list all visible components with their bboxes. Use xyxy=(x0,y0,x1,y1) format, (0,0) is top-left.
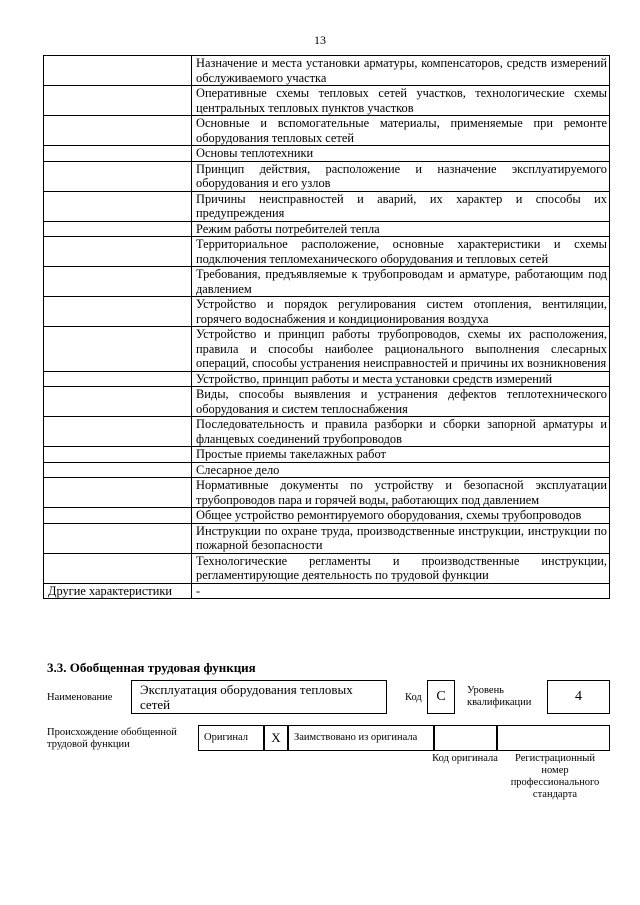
knowledge-item-cell: Слесарное дело xyxy=(192,462,610,478)
knowledge-item-cell: Требования, предъявляемые к трубопроводам и арматуре, работающим под давлением xyxy=(192,267,610,297)
row-heading-cell xyxy=(44,508,192,524)
knowledge-item-cell: Назначение и места установки арматуры, компенсаторов, средств измерений обслуживаемого участка xyxy=(192,56,610,86)
table-row xyxy=(44,447,610,463)
knowledge-item-cell: Простые приемы такелажных работ xyxy=(192,447,610,463)
table-row xyxy=(44,116,610,146)
table-row xyxy=(44,327,610,372)
knowledge-item-cell: Принцип действия, расположение и назначение эксплуатируемого оборудования и его узлов xyxy=(192,161,610,191)
knowledge-item-cell: Устройство и принцип работы трубопроводов, схемы их расположения, правила и способы наиболее рационального выполнения слесарных операций, способы устранения неисправностей и причины их возникновения xyxy=(192,327,610,372)
table-row xyxy=(44,478,610,508)
knowledge-item-cell: Нормативные документы по устройству и безопасной эксплуатации трубопроводов пара и горячей воды, работающих под давлением xyxy=(192,478,610,508)
table-row xyxy=(44,387,610,417)
row-heading-cell xyxy=(44,327,192,372)
knowledge-item-cell: Последовательность и правила разборки и сборки запорной арматуры и фланцевых соединений трубопроводов xyxy=(192,417,610,447)
row-heading-cell xyxy=(44,56,192,86)
row-heading-cell xyxy=(44,371,192,387)
knowledge-item-cell: Причины неисправностей и аварий, их характер и способы их предупреждения xyxy=(192,191,610,221)
table-row xyxy=(44,86,610,116)
origin-original-cell: Оригинал xyxy=(198,725,264,751)
origin-label: Происхождение обобщенной трудовой функции xyxy=(47,727,177,750)
knowledge-item-cell: Технологические регламенты и производственные инструкции, регламентирующие деятельность по трудовой функции xyxy=(192,553,610,583)
row-heading-cell xyxy=(44,553,192,583)
row-heading-cell xyxy=(44,417,192,447)
name-label: Наименование xyxy=(47,692,113,703)
row-heading-cell xyxy=(44,221,192,237)
code-label: Код xyxy=(405,692,422,703)
row-heading-cell xyxy=(44,447,192,463)
table-row xyxy=(44,417,610,447)
knowledge-item-cell: Оперативные схемы тепловых сетей участков, технологические схемы центральных тепловых пунктов участков xyxy=(192,86,610,116)
table-row xyxy=(44,508,610,524)
name-value: Эксплуатация оборудования тепловых сетей xyxy=(131,680,387,714)
row-heading-cell xyxy=(44,237,192,267)
table-row xyxy=(44,462,610,478)
knowledge-item-cell: Основы теплотехники xyxy=(192,146,610,162)
page-number: 13 xyxy=(314,33,326,47)
knowledge-item-cell: Виды, способы выявления и устранения дефектов теплотехнического оборудования и систем теплоснабжения xyxy=(192,387,610,417)
row-heading-cell: Другие характеристики xyxy=(44,583,192,599)
level-label: Уровень квалификации xyxy=(467,685,532,708)
row-heading-cell xyxy=(44,161,192,191)
row-heading-cell xyxy=(44,116,192,146)
origin-code-cell xyxy=(434,725,497,751)
table-row xyxy=(44,161,610,191)
level-value: 4 xyxy=(547,680,610,714)
caption-code-original: Код оригинала xyxy=(432,753,498,764)
origin-borrowed-cell: Заимствовано из оригинала xyxy=(288,725,434,751)
table-row xyxy=(44,267,610,297)
knowledge-item-cell: Устройство, принцип работы и места установки средств измерений xyxy=(192,371,610,387)
table-row xyxy=(44,523,610,553)
row-heading-cell xyxy=(44,267,192,297)
table-row xyxy=(44,583,610,599)
knowledge-item-cell: - xyxy=(192,583,610,599)
table-row xyxy=(44,237,610,267)
section-title: 3.3. Обобщенная трудовая функция xyxy=(47,660,256,675)
knowledge-item-cell: Инструкции по охране труда, производственные инструкции, инструкции по пожарной безопасности xyxy=(192,523,610,553)
origin-reg-cell xyxy=(497,725,610,751)
knowledge-item-cell: Общее устройство ремонтируемого оборудования, схемы трубопроводов xyxy=(192,508,610,524)
knowledge-item-cell: Устройство и порядок регулирования систем отопления, вентиляции, горячего водоснабжения и кондиционирования воздуха xyxy=(192,297,610,327)
knowledge-item-cell: Режим работы потребителей тепла xyxy=(192,221,610,237)
table-row xyxy=(44,297,610,327)
table-row xyxy=(44,371,610,387)
row-heading-cell xyxy=(44,146,192,162)
table-row xyxy=(44,191,610,221)
caption-reg-number: Регистрационный номер профессионального стандарта xyxy=(510,753,600,800)
row-heading-cell xyxy=(44,86,192,116)
row-heading-cell xyxy=(44,297,192,327)
row-heading-cell xyxy=(44,478,192,508)
table-row xyxy=(44,553,610,583)
knowledge-item-cell: Основные и вспомогательные материалы, применяемые при ремонте оборудования тепловых сетей xyxy=(192,116,610,146)
row-heading-cell xyxy=(44,523,192,553)
knowledge-table xyxy=(43,55,610,599)
table-row xyxy=(44,221,610,237)
row-heading-cell xyxy=(44,462,192,478)
origin-mark-cell: X xyxy=(264,725,288,751)
table-row xyxy=(44,56,610,86)
row-heading-cell xyxy=(44,191,192,221)
code-value: C xyxy=(427,680,455,714)
table-row xyxy=(44,146,610,162)
row-heading-cell xyxy=(44,387,192,417)
knowledge-item-cell: Территориальное расположение, основные характеристики и схемы подключения тепломеханического оборудования и тепловых сетей xyxy=(192,237,610,267)
